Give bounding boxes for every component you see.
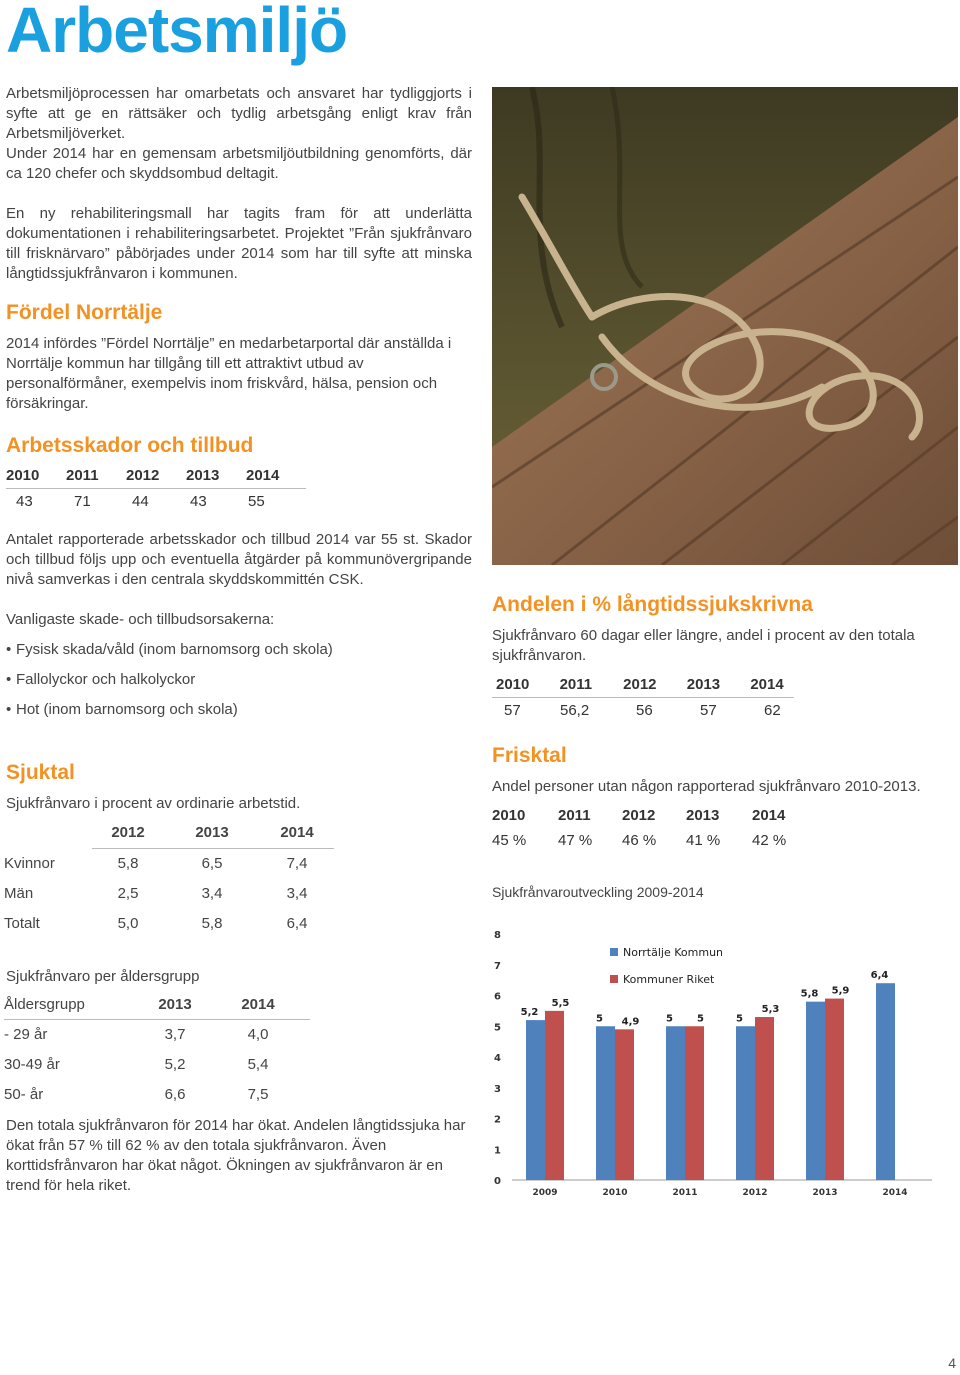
year-cell: 2010 bbox=[492, 807, 526, 824]
value-cell: 42 % bbox=[752, 832, 787, 849]
bar bbox=[825, 999, 844, 1180]
value-cell: 55 bbox=[248, 493, 265, 510]
y-tick-label: 7 bbox=[494, 960, 501, 972]
list-item: • Fallolyckor och halkolyckor bbox=[6, 670, 472, 690]
x-tick-label: 2012 bbox=[742, 1188, 768, 1198]
fordel-heading: Fördel Norrtälje bbox=[6, 301, 163, 324]
table-row bbox=[4, 1050, 310, 1080]
year-header: 2013 bbox=[164, 818, 260, 848]
value-cell: 2,5 bbox=[117, 885, 139, 902]
arbetsskador-table bbox=[6, 467, 306, 510]
year-cell: 2013 bbox=[686, 676, 721, 693]
value-cell: 3,4 bbox=[286, 885, 308, 902]
bar bbox=[685, 1026, 704, 1180]
value-cell: 45 % bbox=[492, 832, 527, 849]
value-cell: 56 bbox=[636, 702, 653, 719]
y-tick-label: 3 bbox=[494, 1083, 501, 1095]
year-cell: 2011 bbox=[558, 807, 591, 824]
table-row bbox=[4, 1080, 310, 1110]
fordel-section bbox=[6, 300, 472, 414]
data-label: 5,9 bbox=[831, 985, 850, 997]
bar bbox=[596, 1026, 615, 1180]
bar bbox=[876, 983, 895, 1180]
value-cell: 5,8 bbox=[117, 855, 139, 872]
frisktal-heading: Frisktal bbox=[492, 744, 567, 767]
x-tick-label: 2011 bbox=[672, 1188, 698, 1198]
bar bbox=[806, 1002, 825, 1180]
age-table bbox=[4, 991, 310, 1110]
causes-label: Vanligaste skade- och tillbudsorsakerna: bbox=[6, 611, 275, 628]
jetty-rope-photo bbox=[492, 87, 958, 565]
value-cell: 5,8 bbox=[201, 915, 223, 932]
langtid-heading: Andelen i % långtidssjukskrivna bbox=[492, 593, 813, 616]
arbetsskador-text: Antalet rapporterade arbetsskador och tillbud 2014 var 55 st. Skador och tillbud följs upp och eventuella åtgärder på kommunövergripande nivå samverkas i den centrala skyddskommittén CSK. bbox=[6, 531, 472, 588]
value-cell: 57 bbox=[700, 702, 717, 719]
data-label: 4,9 bbox=[621, 1016, 640, 1028]
value-cell: 6,5 bbox=[201, 855, 223, 872]
table-row bbox=[4, 909, 334, 939]
langtid-section bbox=[492, 592, 958, 719]
year-cell: 2014 bbox=[246, 467, 280, 484]
year-cell: 2011 bbox=[66, 467, 99, 484]
y-tick-label: 2 bbox=[494, 1114, 501, 1126]
year-cell: 2010 bbox=[6, 467, 40, 484]
year-cell: 2010 bbox=[496, 676, 530, 693]
sjuktal-table bbox=[4, 818, 334, 939]
value-cell: 46 % bbox=[622, 832, 657, 849]
value-cell: 43 bbox=[16, 493, 33, 510]
list-item: • Fysisk skada/våld (inom barnomsorg och skola) bbox=[6, 640, 472, 660]
bar bbox=[736, 1026, 755, 1180]
value-cell: 44 bbox=[132, 493, 149, 510]
year-header: 2014 bbox=[206, 991, 310, 1020]
table-row bbox=[4, 1019, 310, 1050]
langtid-table bbox=[492, 676, 794, 719]
causes-list bbox=[6, 640, 472, 720]
legend-swatch bbox=[610, 975, 618, 983]
data-label: 5 bbox=[666, 1013, 673, 1025]
data-label: 5 bbox=[697, 1013, 704, 1025]
row-label: Män bbox=[4, 885, 34, 902]
fordel-text: 2014 infördes ”Fördel Norrtälje” en medarbetarportal där anställda i Norrtälje kommun har tillgång till ett attraktivt utbud av personalförmåner, exempelvis inom friskvård, hälsa, pension och försäkringar. bbox=[6, 335, 452, 412]
row-label: Totalt bbox=[4, 915, 40, 932]
table-row bbox=[4, 848, 334, 879]
table-row bbox=[4, 879, 334, 909]
bar bbox=[615, 1029, 634, 1180]
y-tick-label: 5 bbox=[494, 1022, 501, 1034]
year-header: 2013 bbox=[144, 991, 206, 1020]
value-cell: 62 bbox=[764, 702, 781, 719]
page-title: Arbetsmiljö bbox=[6, 0, 348, 66]
age-header-label: Åldersgrupp bbox=[4, 991, 144, 1020]
y-tick-label: 6 bbox=[494, 991, 501, 1003]
value-cell: 71 bbox=[74, 493, 91, 510]
value-cell: 7,5 bbox=[247, 1086, 269, 1103]
legend-label: Kommuner Riket bbox=[623, 973, 715, 986]
value-cell: 5,4 bbox=[247, 1056, 269, 1073]
data-label: 6,4 bbox=[870, 970, 889, 982]
year-cell: 2012 bbox=[623, 676, 657, 693]
value-cell: 5,2 bbox=[164, 1056, 186, 1073]
value-cell: 3,4 bbox=[201, 885, 223, 902]
frisktal-text: Andel personer utan någon rapporterad sjukfrånvaro 2010-2013. bbox=[492, 778, 921, 795]
value-cell: 43 bbox=[190, 493, 207, 510]
row-label: 30-49 år bbox=[4, 1056, 60, 1073]
x-tick-label: 2014 bbox=[882, 1188, 908, 1198]
data-label: 5 bbox=[596, 1013, 603, 1025]
arbetsskador-heading: Arbetsskador och tillbud bbox=[6, 434, 254, 457]
intro-paragraph-1b: Under 2014 har en gemensam arbetsmiljöutbildning genomförts, där ca 120 chefer och skyddsombud deltagit. bbox=[6, 145, 472, 182]
sjuktal-closing: Den totala sjukfrånvaron för 2014 har ökat. Andelen långtidssjuka har ökat från 57 % till 62 % av den totala sjukfrånvaron. Även korttidsfrånvaron har ökat något. Ökningen av sjukfrånvaron är en trend för hela riket. bbox=[6, 1116, 466, 1194]
x-tick-label: 2013 bbox=[812, 1188, 838, 1198]
row-label: 50- år bbox=[4, 1086, 44, 1103]
value-cell: 6,4 bbox=[286, 915, 308, 932]
row-label: Kvinnor bbox=[4, 854, 55, 872]
y-tick-label: 1 bbox=[494, 1145, 501, 1157]
row-label: - 29 år bbox=[4, 1026, 48, 1043]
bar bbox=[755, 1017, 774, 1180]
year-cell: 2013 bbox=[186, 467, 220, 484]
data-label: 5 bbox=[736, 1013, 743, 1025]
year-header: 2014 bbox=[260, 818, 334, 848]
bar bbox=[666, 1026, 685, 1180]
x-tick-label: 2009 bbox=[532, 1188, 558, 1198]
y-tick-label: 4 bbox=[494, 1053, 501, 1064]
sjuktal-heading: Sjuktal bbox=[6, 761, 75, 784]
data-label: 5,8 bbox=[800, 988, 819, 1000]
legend-swatch bbox=[610, 948, 618, 956]
sjuktal-section bbox=[6, 760, 472, 1196]
list-item: • Hot (inom barnomsorg och skola) bbox=[6, 700, 472, 720]
value-cell: 41 % bbox=[686, 832, 721, 849]
langtid-text: Sjukfrånvaro 60 dagar eller längre, andel i procent av den totala sjukfrånvaron. bbox=[492, 627, 915, 664]
legend-label: Norrtälje Kommun bbox=[623, 946, 724, 959]
value-cell: 56,2 bbox=[560, 702, 590, 719]
year-cell: 2013 bbox=[686, 807, 720, 824]
value-cell: 4,0 bbox=[247, 1026, 269, 1043]
y-tick-label: 8 bbox=[494, 930, 501, 941]
data-label: 5,3 bbox=[761, 1004, 780, 1016]
year-cell: 2014 bbox=[752, 807, 786, 824]
frisktal-section bbox=[492, 743, 958, 849]
value-cell: 5,0 bbox=[117, 915, 139, 932]
sick-leave-bar-chart bbox=[486, 920, 946, 1210]
value-cell: 3,7 bbox=[164, 1026, 186, 1043]
chart-caption: Sjukfrånvaroutveckling 2009-2014 bbox=[492, 884, 704, 900]
frisktal-table bbox=[492, 807, 958, 849]
age-title: Sjukfrånvaro per åldersgrupp bbox=[6, 967, 200, 985]
year-cell: 2011 bbox=[559, 676, 593, 693]
page-number: 4 bbox=[948, 1355, 956, 1371]
bar bbox=[526, 1020, 545, 1180]
data-label: 5,2 bbox=[520, 1007, 539, 1019]
year-cell: 2012 bbox=[622, 807, 656, 824]
year-cell: 2012 bbox=[126, 467, 160, 484]
sjuktal-subtitle: Sjukfrånvaro i procent av ordinarie arbetstid. bbox=[6, 795, 301, 812]
year-cell: 2014 bbox=[750, 676, 784, 693]
value-cell: 6,6 bbox=[164, 1086, 186, 1103]
intro-paragraph-1: Arbetsmiljöprocessen har omarbetats och ansvaret har tydliggjorts i syfte att ge en rättsäker och tydlig arbetsgång enligt krav från Arbetsmiljöverket. bbox=[6, 85, 472, 142]
value-cell: 47 % bbox=[558, 832, 593, 849]
y-tick-label: 0 bbox=[494, 1176, 501, 1187]
bar bbox=[545, 1011, 564, 1180]
data-label: 5,5 bbox=[551, 997, 570, 1009]
value-cell: 7,4 bbox=[286, 855, 308, 872]
arbetsskador-section bbox=[6, 433, 472, 730]
x-tick-label: 2010 bbox=[602, 1188, 628, 1198]
intro-section bbox=[6, 84, 472, 284]
value-cell: 57 bbox=[504, 702, 521, 719]
year-header: 2012 bbox=[92, 818, 164, 848]
intro-paragraph-2: En ny rehabiliteringsmall har tagits fram för att underlätta dokumentationen i rehabiliteringsarbetet. Projektet ”Från sjukfrånvaro till frisknärvaro” påbörjades under 2014 som har till syfte att minska långtidssjukfrånvaron i kommunen. bbox=[6, 205, 472, 282]
